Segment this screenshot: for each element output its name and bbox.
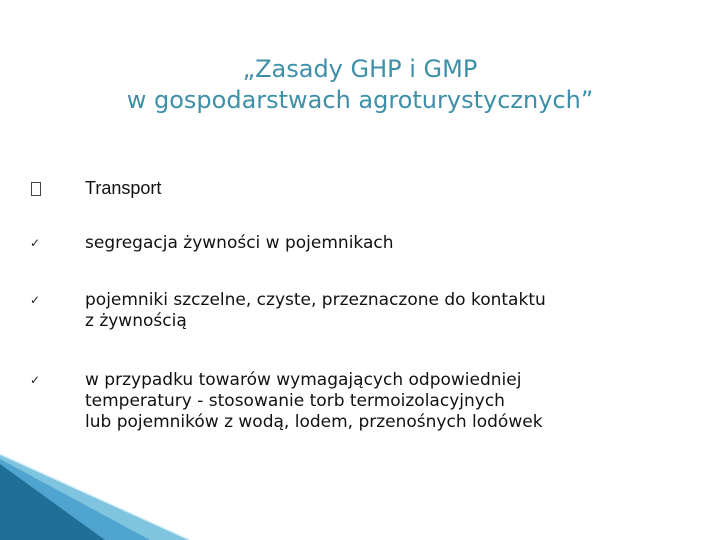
corner-wave-decoration — [0, 454, 190, 540]
list-item-line: z żywnością — [85, 311, 187, 331]
box-bullet-icon — [31, 182, 41, 196]
list-item-line: pojemniki szczelne, czyste, przeznaczone do kontaktu — [85, 290, 546, 310]
list-item-line: lub pojemników z wodą, lodem, przenośnych lodówek — [85, 412, 543, 432]
title-line-1: „Zasady GHP i GMP — [242, 55, 478, 83]
list-item-line: w przypadku towarów wymagających odpowiedniej — [85, 370, 522, 390]
title-line-2: w gospodarstwach agroturystycznych” — [126, 86, 594, 114]
list-item-line: temperatury - stosowanie torb termoizolacyjnych — [85, 391, 505, 411]
heading-item — [30, 178, 650, 199]
list-item — [30, 233, 650, 254]
slide-title — [60, 54, 660, 116]
list-item-line: segregacja żywności w pojemnikach — [85, 233, 394, 253]
check-icon: ✓ — [30, 293, 41, 307]
heading-text: Transport — [85, 178, 162, 198]
list-item — [30, 370, 650, 433]
check-icon: ✓ — [30, 373, 41, 387]
check-icon: ✓ — [30, 236, 41, 250]
list-item — [30, 290, 650, 332]
